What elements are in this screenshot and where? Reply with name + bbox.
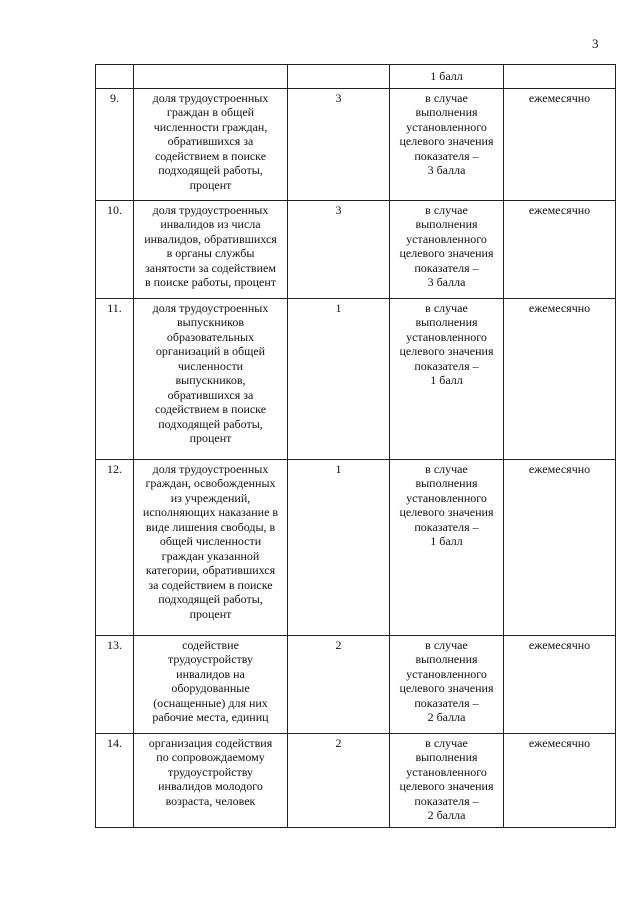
cell-score — [288, 65, 390, 89]
cell-condition-line: установленного — [406, 764, 487, 779]
cell-condition-line: 3 балла — [427, 163, 466, 177]
cell-num — [96, 298, 134, 459]
cell-desc-line: доля трудоустроенных — [152, 202, 269, 217]
cell-period — [504, 459, 616, 635]
table-row — [96, 200, 616, 298]
cell-period-line: ежемесячно — [528, 735, 591, 750]
cell-condition-line: 1 балл — [430, 373, 463, 387]
cell-condition-line: установленного — [406, 231, 487, 246]
cell-period-line: ежемесячно — [528, 300, 591, 315]
cell-condition-line: показателя – — [414, 519, 479, 534]
cell-condition-line: в случае — [425, 300, 468, 315]
cell-num — [96, 733, 134, 827]
cell-num-line: 13. — [107, 637, 122, 652]
cell-desc-line: оборудованные — [171, 681, 250, 695]
table-row — [96, 298, 616, 459]
cell-desc-line: граждан, освобожденных — [145, 476, 276, 490]
cell-desc-line: за содействием в поиске — [148, 577, 273, 592]
cell-desc-line: доля трудоустроенных — [152, 90, 269, 105]
cell-score-line: 1 — [335, 461, 342, 476]
cell-condition-line: установленного — [406, 490, 487, 505]
cell-condition-line: целевого значения — [399, 779, 494, 793]
cell-desc-line: категории, обратившихся — [145, 563, 276, 577]
cell-desc-line: обратившихся за — [167, 134, 254, 148]
cell-desc-line: доля трудоустроенных — [152, 300, 269, 315]
cell-condition-line: в случае — [425, 461, 468, 476]
cell-desc-line: подходящей работы, — [158, 592, 263, 606]
cell-desc-line: выпускников — [176, 315, 245, 329]
page-number: 3 — [592, 36, 599, 51]
cell-condition-line: целевого значения — [399, 681, 494, 695]
cell-condition-line: 2 балла — [427, 808, 466, 822]
cell-condition-line: выполнения — [415, 750, 478, 764]
cell-desc-line: численности — [177, 358, 244, 373]
cell-condition-line: показателя – — [414, 695, 479, 710]
cell-num-line: 14. — [107, 735, 122, 750]
table-row — [96, 88, 616, 200]
cell-condition — [390, 298, 504, 459]
cell-condition — [390, 200, 504, 298]
cell-num-line: 9. — [110, 90, 119, 105]
cell-desc-line: (оснащенные) для них — [153, 695, 268, 710]
cell-score — [288, 635, 390, 733]
cell-condition-line: 2 балла — [427, 710, 466, 724]
cell-desc-line: содействием в поиске — [154, 148, 267, 163]
cell-desc — [134, 200, 288, 298]
cell-condition-line: 3 балла — [427, 275, 466, 289]
cell-desc-line: занятости за содействием — [145, 260, 276, 275]
cell-score — [288, 459, 390, 635]
cell-condition-line: в случае — [425, 90, 468, 105]
cell-condition-line: установленного — [406, 119, 487, 134]
cell-num — [96, 200, 134, 298]
cell-period — [504, 88, 616, 200]
cell-desc-line: инвалидов молодого — [158, 779, 263, 793]
cell-condition: 1 балл — [390, 65, 504, 89]
cell-desc-line: процент — [189, 606, 232, 621]
cell-desc-line: содействие — [182, 637, 239, 652]
cell-condition-line: целевого значения — [399, 344, 494, 358]
cell-desc — [134, 65, 288, 89]
table-row — [96, 733, 616, 827]
cell-condition — [390, 635, 504, 733]
cell-desc-line: трудоустройству — [167, 652, 254, 666]
cell-desc — [134, 459, 288, 635]
cell-condition-line: в случае — [425, 637, 468, 652]
cell-desc-line: организация содействия — [148, 735, 273, 750]
cell-condition-line: в случае — [425, 735, 468, 750]
cell-period — [504, 200, 616, 298]
cell-score — [288, 733, 390, 827]
table-row-continued — [96, 65, 616, 89]
cell-desc-line: процент — [189, 431, 232, 445]
cell-period — [504, 635, 616, 733]
cell-period — [504, 733, 616, 827]
table-row — [96, 459, 616, 635]
cell-desc-line: процент — [189, 177, 232, 192]
table-row — [96, 635, 616, 733]
cell-score — [288, 298, 390, 459]
cell-condition — [390, 733, 504, 827]
cell-num — [96, 65, 134, 89]
cell-period — [504, 298, 616, 459]
indicators-table-body — [96, 65, 616, 828]
cell-condition-line: целевого значения — [399, 134, 494, 148]
cell-condition-line: выполнения — [415, 315, 478, 329]
cell-desc-line: образовательных — [166, 329, 255, 344]
cell-desc — [134, 733, 288, 827]
cell-desc-line: в поиске работы, процент — [144, 275, 277, 289]
cell-desc-line: по сопровождаемому — [156, 750, 265, 764]
cell-num-line: 11. — [107, 300, 122, 315]
cell-desc-line: содействием в поиске — [154, 402, 267, 416]
cell-desc-line: в органы службы — [166, 246, 255, 260]
cell-score-line: 2 — [335, 637, 342, 652]
cell-condition-line: 1 балл — [430, 534, 463, 548]
cell-desc-line: общей численности — [159, 534, 262, 548]
cell-desc-line: инвалидов на — [176, 666, 245, 681]
indicators-table — [95, 64, 616, 828]
cell-desc-line: численности граждан, — [153, 119, 268, 134]
cell-condition-line: целевого значения — [399, 246, 494, 260]
cell-condition-line: установленного — [406, 329, 487, 344]
cell-score-line: 3 — [335, 90, 342, 105]
cell-desc — [134, 88, 288, 200]
cell-num — [96, 635, 134, 733]
cell-num — [96, 88, 134, 200]
cell-desc-line: исполняющих наказание в — [142, 505, 279, 519]
cell-condition-line: выполнения — [415, 217, 478, 231]
cell-condition — [390, 459, 504, 635]
cell-period-line: ежемесячно — [528, 90, 591, 105]
cell-condition-line: целевого значения — [399, 505, 494, 519]
cell-score — [288, 200, 390, 298]
cell-desc-line: рабочие места, единиц — [152, 710, 269, 724]
cell-score-line: 3 — [335, 202, 342, 217]
cell-condition-line: показателя – — [414, 793, 479, 808]
cell-desc-line: инвалидов из числа — [160, 217, 261, 231]
cell-desc-line: трудоустройству — [167, 764, 254, 779]
cell-condition-line: выполнения — [415, 476, 478, 490]
cell-desc-line: доля трудоустроенных — [152, 461, 269, 476]
cell-num-line: 10. — [107, 202, 122, 217]
cell-period — [504, 65, 616, 89]
cell-condition-line: показателя – — [414, 148, 479, 163]
cell-desc-line: подходящей работы, — [158, 163, 263, 177]
cell-desc-line: подходящей работы, — [158, 416, 263, 431]
cell-score-line: 2 — [335, 735, 342, 750]
cell-condition-line: выполнения — [415, 105, 478, 119]
cell-condition-line: показателя – — [414, 358, 479, 373]
cell-desc-line: граждан указанной — [161, 548, 260, 563]
cell-score-line: 1 — [335, 300, 342, 315]
cell-desc — [134, 298, 288, 459]
cell-desc-line: из учреждений, — [170, 490, 251, 505]
cell-period-line: ежемесячно — [528, 637, 591, 652]
cell-desc-line: организаций в общей — [155, 344, 266, 358]
cell-condition-line: выполнения — [415, 652, 478, 666]
cell-condition — [390, 88, 504, 200]
cell-num-line: 12. — [107, 461, 122, 476]
cell-desc-line: инвалидов, обратившихся — [144, 231, 277, 246]
cell-desc-line: граждан в общей — [166, 105, 255, 119]
cell-num — [96, 459, 134, 635]
cell-desc — [134, 635, 288, 733]
cell-condition-line: в случае — [425, 202, 468, 217]
cell-period-line: ежемесячно — [528, 461, 591, 476]
cell-condition-line: показателя – — [414, 260, 479, 275]
cell-desc-line: выпускников, — [175, 373, 246, 387]
cell-desc-line: виде лишения свободы, в — [145, 519, 276, 534]
cell-score — [288, 88, 390, 200]
cell-desc-line: обратившихся за — [167, 387, 254, 402]
cell-desc-line: возраста, человек — [165, 793, 256, 808]
cell-condition-line: установленного — [406, 666, 487, 681]
cell-period-line: ежемесячно — [528, 202, 591, 217]
